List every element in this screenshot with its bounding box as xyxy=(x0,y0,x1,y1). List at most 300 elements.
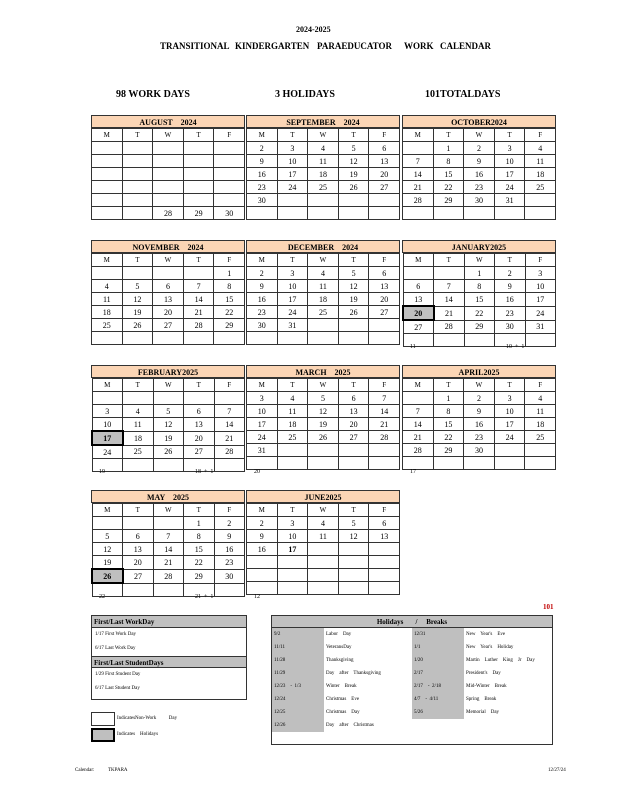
day-cell xyxy=(183,168,214,181)
day-cell xyxy=(369,319,400,332)
weekday-header: T xyxy=(183,129,214,142)
weekday-header: M xyxy=(247,254,278,267)
month-grid xyxy=(246,128,400,220)
day-cell xyxy=(122,194,153,207)
day-cell: 20 xyxy=(369,168,400,181)
weekday-header: F xyxy=(214,129,245,142)
month-title: OCTOBER2024 xyxy=(402,115,556,128)
holiday-date: 11/29 xyxy=(272,667,324,680)
weekday-header: W xyxy=(464,254,495,267)
first-last-box xyxy=(91,615,247,700)
holiday-date: 1/20 xyxy=(412,654,464,667)
holiday-row xyxy=(272,693,552,706)
day-cell xyxy=(338,556,369,569)
day-cell: 31 xyxy=(525,320,556,334)
day-cell: 6 xyxy=(184,405,215,418)
day-cell: 19 xyxy=(338,293,369,306)
day-cell: 9 xyxy=(247,280,278,293)
day-cell xyxy=(123,517,154,530)
day-cell: 18 xyxy=(525,168,556,181)
holiday-row xyxy=(272,628,552,641)
day-cell: 19 xyxy=(153,431,184,445)
day-cell: 7 xyxy=(153,530,184,543)
day-cell xyxy=(403,392,434,405)
day-cell xyxy=(338,444,369,457)
month-day-breakdown: 10 + 1 xyxy=(506,344,525,350)
day-cell: 28 xyxy=(153,207,184,220)
day-cell: 10 xyxy=(92,418,123,432)
weekday-header: T xyxy=(123,379,154,392)
holiday-row xyxy=(272,680,552,693)
month-title: SEPTEMBER 2024 xyxy=(246,115,400,128)
day-cell xyxy=(338,569,369,582)
day-cell: 2 xyxy=(247,517,278,530)
day-cell: 21 xyxy=(183,306,214,319)
holidays-table xyxy=(272,628,552,732)
day-cell: 27 xyxy=(153,319,184,332)
month-calendar xyxy=(402,240,556,347)
day-cell xyxy=(308,556,339,569)
weekday-header: M xyxy=(92,379,123,392)
workday-heading: First/Last WorkDay xyxy=(92,616,246,628)
month-calendar xyxy=(246,365,400,470)
day-cell xyxy=(214,332,245,345)
month-grid xyxy=(402,128,556,220)
weekday-header: F xyxy=(214,254,245,267)
day-cell: 23 xyxy=(247,306,278,319)
month-grid xyxy=(402,253,556,347)
day-cell: 31 xyxy=(247,444,278,457)
day-cell xyxy=(92,155,123,168)
day-cell xyxy=(92,583,123,597)
day-cell: 18 xyxy=(308,168,339,181)
day-cell: 21 xyxy=(153,556,184,570)
day-cell: 3 xyxy=(525,267,556,280)
day-cell: 22 xyxy=(214,306,245,319)
month-calendar xyxy=(91,365,245,472)
day-cell: 19 xyxy=(338,168,369,181)
holiday-name: Day after Christmas xyxy=(326,723,374,728)
weekday-header: W xyxy=(153,504,184,517)
footer-date: 12/27/24 xyxy=(548,768,566,773)
day-cell: 22 xyxy=(184,556,215,570)
day-cell: 18 xyxy=(308,293,339,306)
day-cell xyxy=(369,194,400,207)
weekday-header: F xyxy=(525,379,556,392)
day-cell xyxy=(247,569,278,582)
day-cell xyxy=(464,334,495,347)
day-cell: 11 xyxy=(308,280,339,293)
day-cell: 11 xyxy=(525,155,556,168)
day-cell: 10 xyxy=(525,280,556,293)
day-cell xyxy=(338,194,369,207)
month-day-count: 17 xyxy=(410,469,416,475)
holiday-name: Day after Thanksgiving xyxy=(326,671,381,676)
day-cell: 7 xyxy=(403,155,434,168)
day-cell: 4 xyxy=(308,142,339,155)
day-cell: 13 xyxy=(403,293,434,307)
day-cell xyxy=(153,517,184,530)
day-cell xyxy=(247,582,278,595)
day-cell xyxy=(92,267,123,280)
weekday-header: F xyxy=(525,129,556,142)
day-cell xyxy=(214,583,245,597)
day-cell: 26 xyxy=(338,181,369,194)
day-cell: 3 xyxy=(277,267,308,280)
day-cell xyxy=(277,457,308,470)
day-cell xyxy=(494,444,525,457)
holiday-legend-swatch xyxy=(91,728,115,742)
day-cell: 1 xyxy=(433,392,464,405)
day-cell: 29 xyxy=(184,569,215,583)
day-cell xyxy=(247,207,278,220)
day-cell: 18 xyxy=(525,418,556,431)
day-cell: 30 xyxy=(495,320,526,334)
day-cell xyxy=(123,392,154,405)
day-cell: 15 xyxy=(184,543,215,556)
day-cell xyxy=(92,392,123,405)
day-cell: 5 xyxy=(308,392,339,405)
day-cell: 11 xyxy=(525,405,556,418)
weekday-header: M xyxy=(247,379,278,392)
weekday-header: T xyxy=(184,504,215,517)
weekday-header: F xyxy=(214,379,245,392)
day-cell xyxy=(153,332,184,345)
day-cell: 8 xyxy=(184,530,215,543)
weekday-header: T xyxy=(183,254,214,267)
day-cell xyxy=(92,459,123,472)
holiday-row xyxy=(272,654,552,667)
day-cell xyxy=(308,319,339,332)
day-cell: 15 xyxy=(433,418,464,431)
total-days-count: 101TOTALDAYS xyxy=(425,89,501,100)
month-grid xyxy=(91,128,245,220)
day-cell xyxy=(122,332,153,345)
day-cell xyxy=(403,334,434,347)
weekday-header: M xyxy=(247,504,278,517)
day-cell: 4 xyxy=(308,267,339,280)
day-cell xyxy=(92,207,123,220)
holiday-row xyxy=(272,641,552,654)
holidays-heading: Holidays / Breaks xyxy=(272,616,552,628)
day-cell: 21 xyxy=(403,181,434,194)
day-cell: 14 xyxy=(153,543,184,556)
day-cell: 25 xyxy=(92,319,123,332)
day-cell: 28 xyxy=(434,320,465,334)
month-title: JUNE2025 xyxy=(246,490,400,503)
month-calendar xyxy=(402,365,556,470)
weekday-header: T xyxy=(122,254,153,267)
day-cell: 4 xyxy=(308,517,339,530)
day-cell xyxy=(433,207,464,220)
day-cell xyxy=(403,457,434,470)
holiday-name: Martin Luther King Jr Day xyxy=(466,658,535,663)
holiday-name: Mid-Winter Break xyxy=(466,684,507,689)
day-cell xyxy=(153,194,184,207)
day-cell: 6 xyxy=(153,280,184,293)
day-cell: 2 xyxy=(247,142,278,155)
holiday-date: 5/26 xyxy=(412,706,464,719)
day-cell: 9 xyxy=(247,155,278,168)
day-cell: 27 xyxy=(369,306,400,319)
nonwork-legend-swatch xyxy=(91,712,115,726)
day-cell xyxy=(214,168,245,181)
day-cell xyxy=(308,569,339,582)
day-cell: 21 xyxy=(434,306,465,320)
weekday-header: T xyxy=(277,254,308,267)
day-cell xyxy=(338,319,369,332)
day-cell: 27 xyxy=(403,320,434,334)
holiday-date: 4/7 - 4/11 xyxy=(412,693,464,706)
title-kindergarten: KINDERGARTEN xyxy=(235,41,310,51)
month-calendar xyxy=(402,115,556,220)
weekday-header: M xyxy=(403,129,434,142)
day-cell xyxy=(277,194,308,207)
day-cell: 8 xyxy=(214,280,245,293)
day-cell: 1 xyxy=(433,142,464,155)
day-cell: 20 xyxy=(338,418,369,431)
holiday-name: Spring Break xyxy=(466,697,497,702)
day-cell xyxy=(153,459,184,472)
day-cell: 4 xyxy=(525,142,556,155)
holiday-date: 12/24 xyxy=(272,693,324,706)
day-cell: 13 xyxy=(369,155,400,168)
day-cell: 30 xyxy=(247,319,278,332)
month-calendar xyxy=(246,490,400,595)
title-work: WORK xyxy=(404,41,434,51)
weekday-header: W xyxy=(153,254,184,267)
work-days-count: 98 WORK DAYS xyxy=(116,89,190,100)
day-cell: 18 xyxy=(92,306,123,319)
day-cell xyxy=(338,543,369,556)
day-cell: 17 xyxy=(277,168,308,181)
holiday-name: New Year's Eve xyxy=(466,632,506,637)
day-cell xyxy=(277,582,308,595)
day-cell: 6 xyxy=(123,530,154,543)
day-cell: 29 xyxy=(183,207,214,220)
weekday-header: T xyxy=(122,129,153,142)
holiday-date xyxy=(412,719,464,732)
weekday-header: T xyxy=(338,379,369,392)
holiday-row xyxy=(272,706,552,719)
day-cell xyxy=(338,582,369,595)
day-cell: 24 xyxy=(277,181,308,194)
holiday-date: 12/31 xyxy=(412,628,464,641)
day-cell: 21 xyxy=(214,431,245,445)
day-cell: 14 xyxy=(183,293,214,306)
day-cell: 16 xyxy=(464,168,495,181)
day-cell: 6 xyxy=(338,392,369,405)
day-cell: 12 xyxy=(153,418,184,432)
day-cell: 7 xyxy=(183,280,214,293)
day-cell xyxy=(183,267,214,280)
day-cell: 24 xyxy=(92,445,123,459)
day-cell: 9 xyxy=(464,155,495,168)
weekday-header: T xyxy=(338,504,369,517)
day-cell: 14 xyxy=(403,418,434,431)
day-cell: 9 xyxy=(464,405,495,418)
day-cell xyxy=(525,334,556,347)
day-cell: 9 xyxy=(214,530,245,543)
holiday-date: 12/26 xyxy=(272,719,324,732)
weekday-header: F xyxy=(369,254,400,267)
holiday-name: Labor Day xyxy=(326,632,352,637)
day-cell xyxy=(214,155,245,168)
day-cell xyxy=(123,459,154,472)
day-cell: 8 xyxy=(433,405,464,418)
day-cell: 10 xyxy=(494,155,525,168)
day-cell xyxy=(525,444,556,457)
holiday-name: VeteransDay xyxy=(326,645,352,650)
day-cell xyxy=(434,267,465,280)
day-cell xyxy=(122,267,153,280)
day-cell xyxy=(92,168,123,181)
day-cell: 12 xyxy=(308,405,339,418)
day-cell xyxy=(247,332,278,345)
holiday-name: Christmas Day xyxy=(326,710,360,715)
day-cell: 4 xyxy=(123,405,154,418)
day-cell xyxy=(369,457,400,470)
weekday-header: W xyxy=(308,379,339,392)
day-cell xyxy=(92,181,123,194)
day-cell xyxy=(494,207,525,220)
day-cell: 15 xyxy=(214,293,245,306)
day-cell xyxy=(122,142,153,155)
day-cell: 11 xyxy=(277,405,308,418)
day-cell: 6 xyxy=(369,267,400,280)
day-cell: 28 xyxy=(403,444,434,457)
weekday-header: W xyxy=(153,379,184,392)
weekday-header: W xyxy=(153,129,184,142)
weekday-header: F xyxy=(214,504,245,517)
day-cell: 13 xyxy=(184,418,215,432)
day-cell xyxy=(525,194,556,207)
weekday-header: M xyxy=(403,254,434,267)
holiday-name: New Year's Holiday xyxy=(466,645,514,650)
month-calendar xyxy=(91,490,245,597)
weekday-header: T xyxy=(433,379,464,392)
day-cell: 19 xyxy=(92,556,123,570)
month-grid xyxy=(91,503,245,597)
first-work-day: 1/17 First Work Day xyxy=(95,632,137,637)
month-day-count: 22 xyxy=(99,594,105,600)
day-cell xyxy=(153,155,184,168)
day-cell: 25 xyxy=(277,431,308,444)
holiday-date: 12/25 xyxy=(272,706,324,719)
day-cell: 4 xyxy=(277,392,308,405)
month-day-count: 11 xyxy=(410,344,416,350)
day-cell: 4 xyxy=(525,392,556,405)
month-grid xyxy=(402,378,556,470)
day-cell: 15 xyxy=(464,293,495,307)
day-cell xyxy=(92,194,123,207)
day-cell xyxy=(122,181,153,194)
day-cell xyxy=(277,556,308,569)
day-cell: 13 xyxy=(338,405,369,418)
day-cell xyxy=(153,142,184,155)
day-cell: 18 xyxy=(123,431,154,445)
day-cell xyxy=(184,392,215,405)
day-cell xyxy=(122,168,153,181)
weekday-header: F xyxy=(369,379,400,392)
day-cell xyxy=(183,155,214,168)
day-cell: 13 xyxy=(369,280,400,293)
day-cell: 23 xyxy=(214,556,245,570)
weekday-header: M xyxy=(247,129,278,142)
day-cell xyxy=(214,181,245,194)
holiday-date: 2/17 - 2/18 xyxy=(412,680,464,693)
weekday-header: T xyxy=(123,504,154,517)
title-calendar: CALENDAR xyxy=(440,41,492,51)
day-cell: 10 xyxy=(247,405,278,418)
day-cell: 31 xyxy=(494,194,525,207)
day-cell: 30 xyxy=(464,444,495,457)
weekday-header: T xyxy=(338,129,369,142)
day-cell xyxy=(338,332,369,345)
day-cell: 6 xyxy=(369,517,400,530)
day-cell: 22 xyxy=(464,306,495,320)
day-cell: 17 xyxy=(277,543,308,556)
day-cell xyxy=(369,543,400,556)
day-cell: 17 xyxy=(494,418,525,431)
student-day-heading: First/Last StudentDays xyxy=(92,656,246,668)
day-cell xyxy=(525,207,556,220)
day-cell: 2 xyxy=(495,267,526,280)
day-cell: 22 xyxy=(433,431,464,444)
holiday-name: President's Day xyxy=(466,671,501,676)
day-cell: 27 xyxy=(123,569,154,583)
day-cell: 23 xyxy=(464,181,495,194)
weekday-header: T xyxy=(338,254,369,267)
holiday-name: Memorial Day xyxy=(466,710,500,715)
day-cell: 26 xyxy=(338,306,369,319)
day-cell: 26 xyxy=(153,445,184,459)
day-cell xyxy=(369,444,400,457)
month-title: FEBRUARY2025 xyxy=(91,365,245,378)
day-cell xyxy=(214,142,245,155)
day-cell: 7 xyxy=(214,405,245,418)
month-grid xyxy=(91,378,245,472)
day-cell xyxy=(92,142,123,155)
day-cell xyxy=(92,332,123,345)
day-cell: 17 xyxy=(92,431,123,445)
month-calendar xyxy=(246,115,400,220)
day-cell: 28 xyxy=(214,445,245,459)
day-cell: 5 xyxy=(338,142,369,155)
day-cell xyxy=(308,543,339,556)
day-cell: 1 xyxy=(184,517,215,530)
day-cell: 6 xyxy=(403,280,434,293)
day-cell: 20 xyxy=(153,306,184,319)
day-cell xyxy=(308,457,339,470)
day-cell: 14 xyxy=(434,293,465,307)
day-cell xyxy=(247,457,278,470)
day-cell: 26 xyxy=(122,319,153,332)
day-cell: 10 xyxy=(494,405,525,418)
weekday-header: F xyxy=(369,504,400,517)
weekday-header: F xyxy=(525,254,556,267)
day-cell: 11 xyxy=(123,418,154,432)
month-grid xyxy=(91,253,245,345)
day-cell: 26 xyxy=(92,569,123,583)
day-cell xyxy=(122,155,153,168)
day-cell xyxy=(214,459,245,472)
day-cell: 3 xyxy=(277,142,308,155)
day-cell xyxy=(123,583,154,597)
day-cell: 14 xyxy=(369,405,400,418)
weekday-header: W xyxy=(464,379,495,392)
day-cell: 7 xyxy=(434,280,465,293)
